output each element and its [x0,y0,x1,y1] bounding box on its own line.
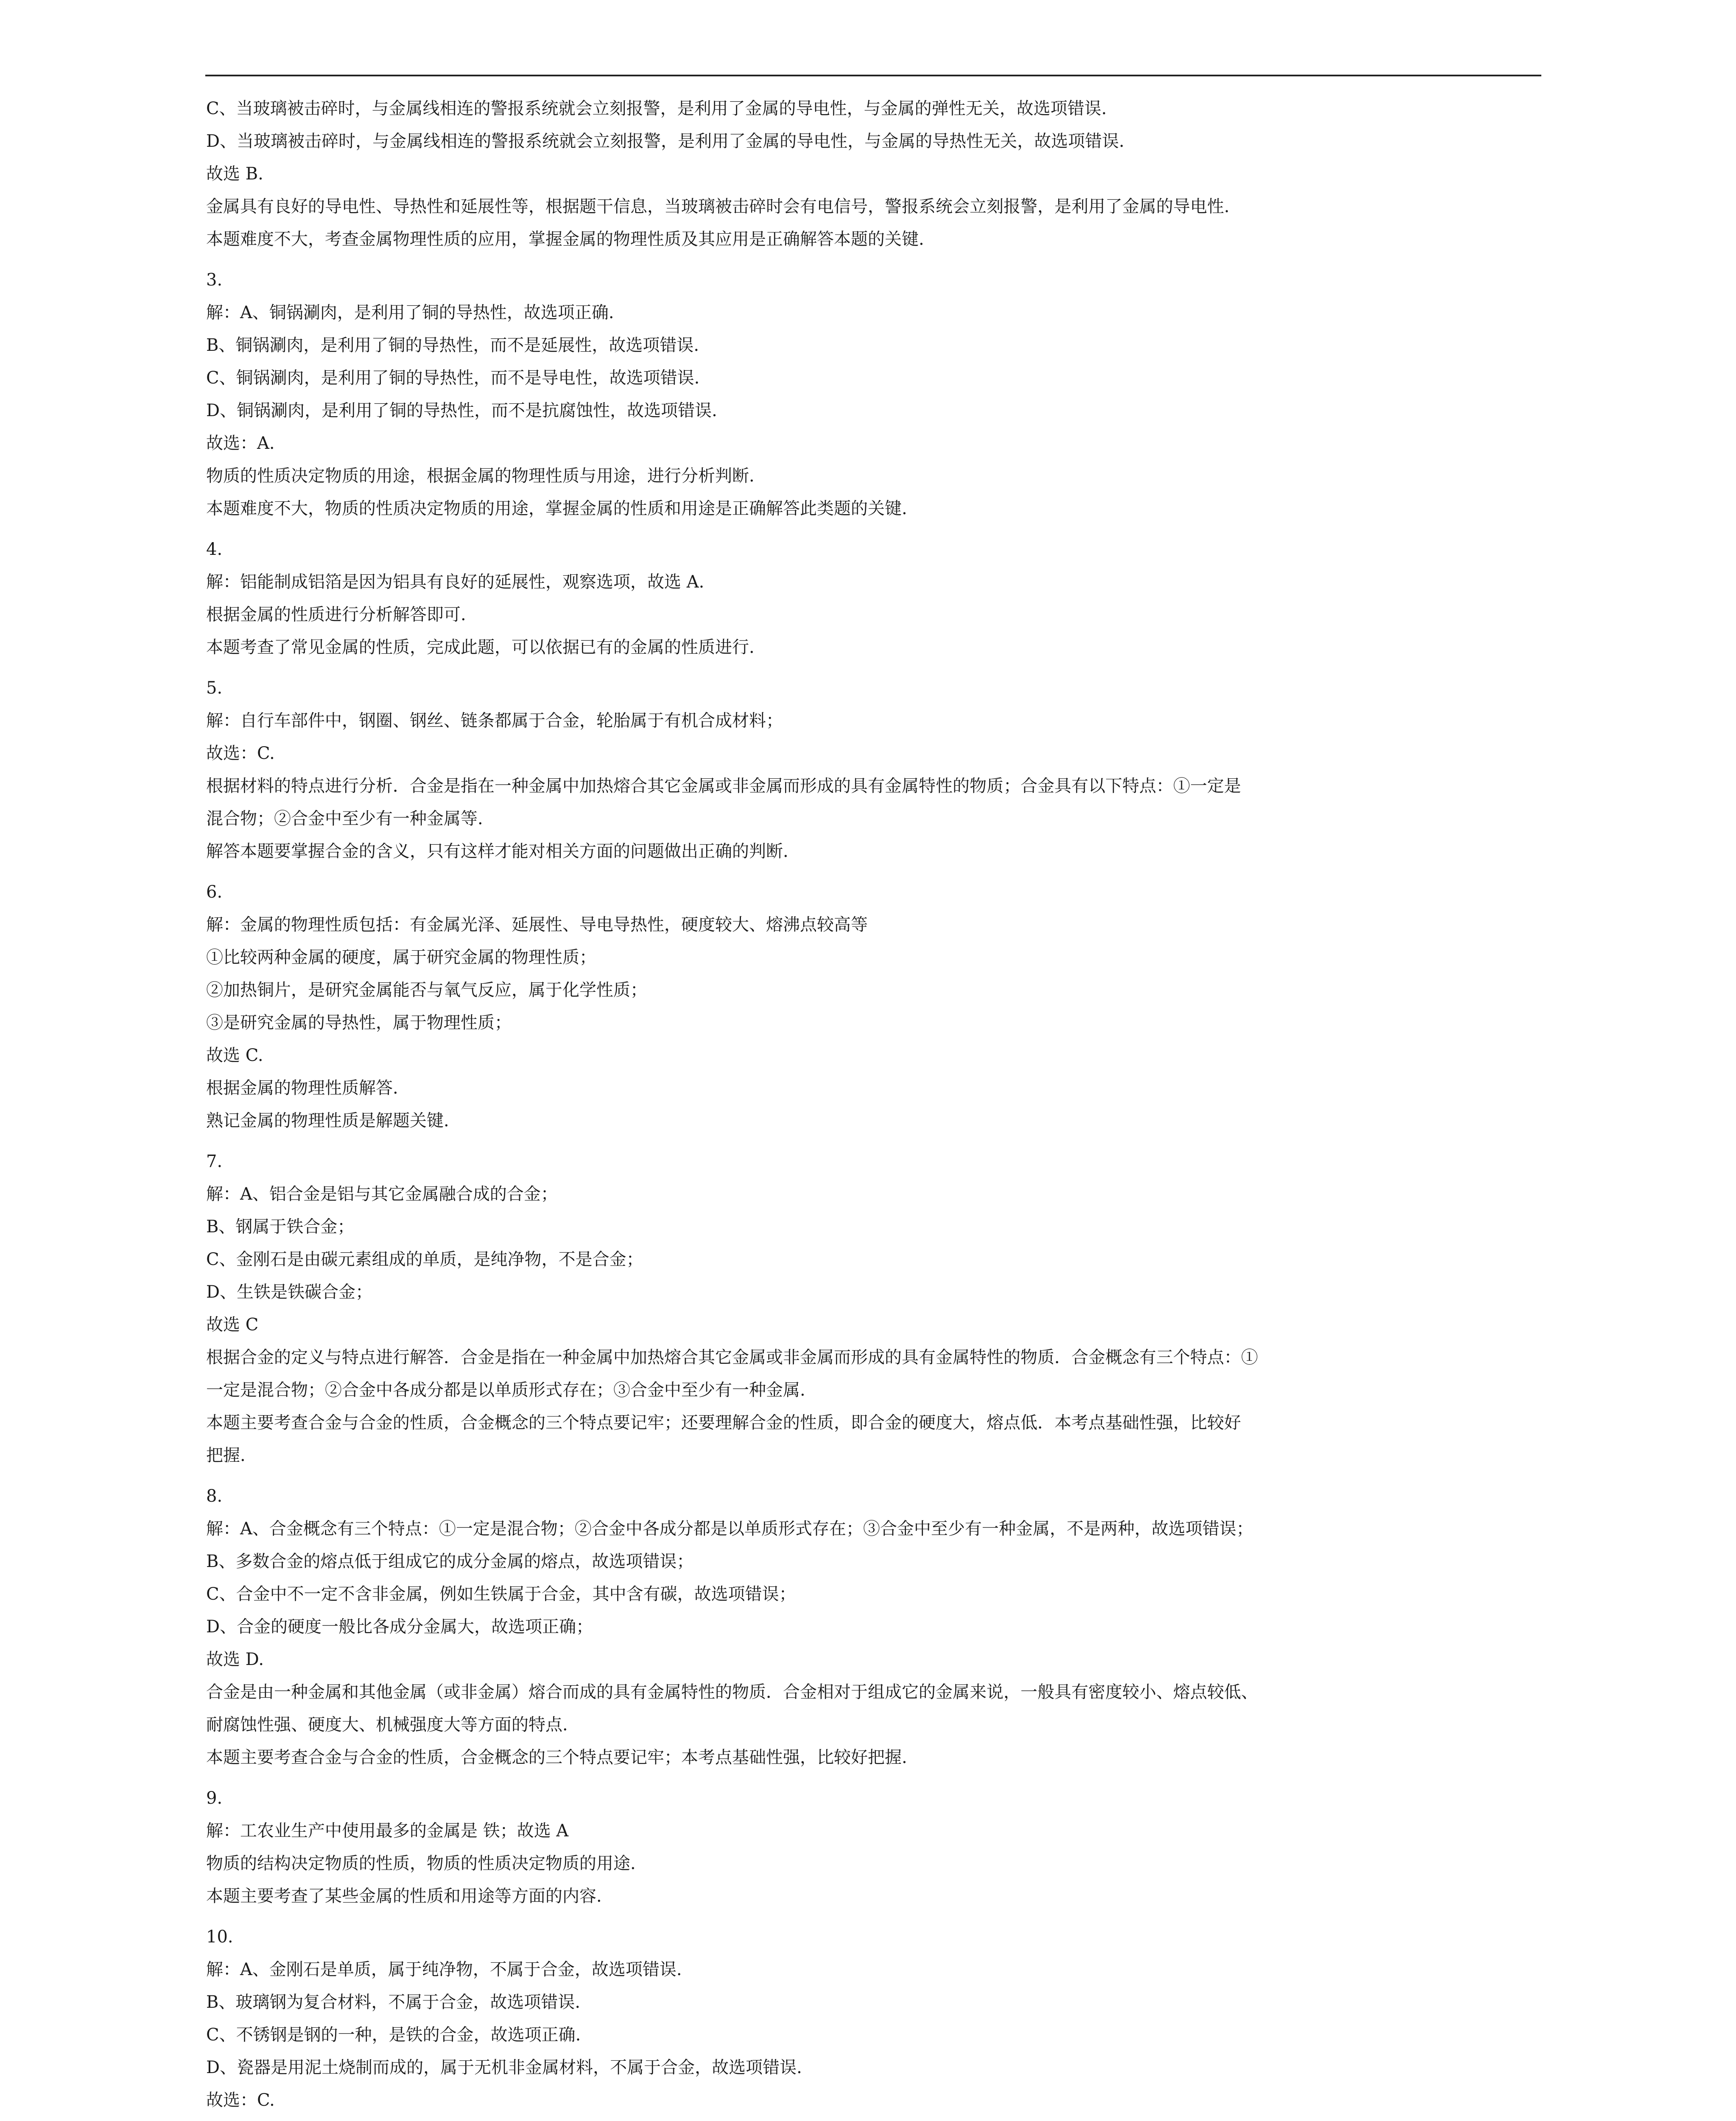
answer-block [206,1782,1538,1913]
text-line: 故选：C. [206,2090,275,2110]
text-line: 解：A、铝合金是铝与其它金属融合成的合金； [206,1184,558,1204]
text-line: 把握. [206,1446,246,1465]
text-line: D、合金的硬度一般比各成分金属大，故选项正确； [206,1617,593,1637]
text-line: 混合物；②合金中至少有一种金属等. [206,809,483,828]
answer-block [206,876,1538,1137]
text-line: 熟记金属的物理性质是解题关键. [206,1111,449,1130]
text-line: 故选：A. [206,434,275,453]
text-line: 本题考查了常见金属的性质，完成此题，可以依据已有的金属的性质进行. [206,638,755,657]
header-rule [205,75,1541,76]
text-line: 本题难度不大，物质的性质决定物质的用途，掌握金属的性质和用途是正确解答此类题的关键. [206,499,907,518]
text-line: 根据金属的性质进行分析解答即可. [206,605,466,624]
text-line: 耐腐蚀性强、硬度大、机械强度大等方面的特点. [206,1715,568,1735]
text-line: 9. [206,1788,223,1808]
text-line: D、当玻璃被击碎时，与金属线相连的警报系统就会立刻报警，是利用了金属的导电性，与金属的导热性无关，故选项错误. [206,132,1124,151]
text-line: 解：铝能制成铝箔是因为铝具有良好的延展性，观察选项，故选 A. [206,572,704,592]
text-line: C、铜锅涮肉，是利用了铜的导热性，而不是导电性，故选项错误. [206,368,700,388]
answer-block [206,533,1538,664]
answer-block [206,1921,1538,2121]
text-line: 7. [206,1152,223,1171]
text-line: C、当玻璃被击碎时，与金属线相连的警报系统就会立刻报警，是利用了金属的导电性，与金属的弹性无关，故选项错误. [206,99,1107,118]
answer-block [206,672,1538,868]
text-line: B、钢属于铁合金； [206,1217,355,1237]
text-line: 本题主要考查合金与合金的性质，合金概念的三个特点要记牢；还要理解合金的性质，即合金的硬度大，熔点低．本考点基础性强，比较好 [206,1413,1241,1433]
text-line: 物质的性质决定物质的用途，根据金属的物理性质与用途，进行分析判断. [206,466,755,486]
text-line: 解：A、铜锅涮肉，是利用了铜的导热性，故选项正确. [206,303,614,322]
text-line: 本题难度不大，考查金属物理性质的应用，掌握金属的物理性质及其应用是正确解答本题的关键. [206,229,924,249]
text-line: B、多数合金的熔点低于组成它的成分金属的熔点，故选项错误； [206,1552,694,1571]
text-line: 根据材料的特点进行分析．合金是指在一种金属中加热熔合其它金属或非金属而形成的具有金属特性的物质；合金具有以下特点：①一定是 [206,776,1241,796]
text-line: D、瓷器是用泥土烧制而成的，属于无机非金属材料，不属于合金，故选项错误. [206,2058,802,2077]
text-line: 解：A、金刚石是单质，属于纯净物，不属于合金，故选项错误. [206,1960,682,1979]
text-line: C、金刚石是由碳元素组成的单质，是纯净物，不是合金； [206,1250,643,1269]
text-line: D、生铁是铁碳合金； [206,1282,373,1302]
text-line: 根据合金的定义与特点进行解答．合金是指在一种金属中加热熔合其它金属或非金属而形成的具有金属特性的物质．合金概念有三个特点：① [206,1348,1258,1367]
text-line: B、铜锅涮肉，是利用了铜的导热性，而不是延展性，故选项错误. [206,336,699,355]
answer-block [206,1145,1538,1472]
text-line: 合金是由一种金属和其他金属（或非金属）熔合而成的具有金属特性的物质．合金相对于组成它的金属来说，一般具有密度较小、熔点较低、 [206,1682,1258,1702]
text-line: 故选：C. [206,744,275,763]
text-line: B、玻璃钢为复合材料，不属于合金，故选项错误. [206,1992,581,2012]
text-line: 10. [206,1927,233,1947]
text-line: C、不锈钢是钢的一种，是铁的合金，故选项正确. [206,2025,581,2045]
text-line: 物质的结构决定物质的性质，物质的性质决定物质的用途. [206,1854,636,1873]
text-line: 解：金属的物理性质包括：有金属光泽、延展性、导电导热性，硬度较大、熔沸点较高等 [206,915,868,935]
text-line: ①比较两种金属的硬度，属于研究金属的物理性质； [206,948,596,967]
text-line: 解：自行车部件中，钢圈、钢丝、链条都属于合金，轮胎属于有机合成材料； [206,711,783,730]
text-line: 根据金属的物理性质解答. [206,1078,398,1098]
text-line [206,2117,1538,2121]
text-line: 4. [206,540,223,559]
text-line: D、铜锅涮肉，是利用了铜的导热性，而不是抗腐蚀性，故选项错误. [206,401,717,420]
text-line: ②加热铜片，是研究金属能否与氧气反应，属于化学性质； [206,980,647,1000]
text-line: 本题主要考查合金与合金的性质，合金概念的三个特点要记牢；本考点基础性强，比较好把握. [206,1748,907,1767]
text-line: 解：工农业生产中使用最多的金属是 铁；故选 A [206,1821,569,1841]
answer-block [206,1480,1538,1774]
text-line: 本题主要考查了某些金属的性质和用途等方面的内容. [206,1886,602,1906]
answer-block [206,92,1538,256]
text-line: ③是研究金属的导热性，属于物理性质； [206,1013,512,1033]
text-line: 故选 D. [206,1650,264,1669]
text-line: 金属具有良好的导电性、导热性和延展性等，根据题干信息，当玻璃被击碎时会有电信号，警报系统会立刻报警，是利用了金属的导电性. [206,197,1230,216]
answer-block [206,264,1538,525]
text-line: 8. [206,1486,223,1506]
text-line: 故选 C. [206,1046,263,1065]
text-line: 6. [206,882,223,902]
text-line: 解答本题要掌握合金的含义，只有这样才能对相关方面的问题做出正确的判断. [206,842,788,861]
text-line: C、合金中不一定不含非金属，例如生铁属于合金，其中含有碳，故选项错误； [206,1584,796,1604]
text-line: 一定是混合物；②合金中各成分都是以单质形式存在；③合金中至少有一种金属. [206,1380,805,1400]
answer-text [206,92,1538,2121]
text-line: 解：A、合金概念有三个特点：①一定是混合物；②合金中各成分都是以单质形式存在；③合金中至少有一种金属，不是两种，故选项错误； [206,1519,1253,1539]
text-line: 3. [206,270,223,290]
text-line: 故选 B. [206,164,263,184]
text-line: 故选 C [206,1315,259,1335]
text-line: 5. [206,678,223,698]
